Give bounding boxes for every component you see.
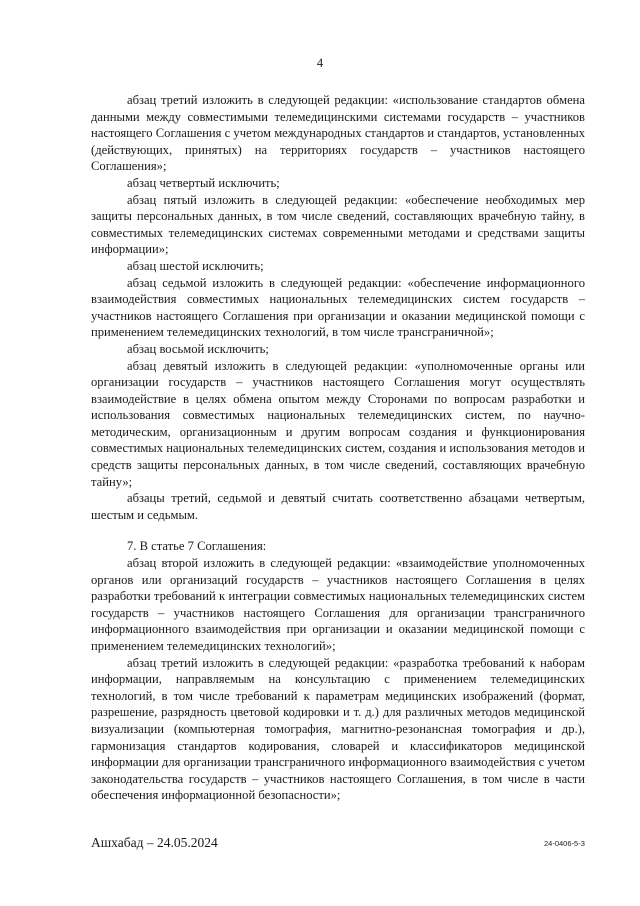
paragraph-renumber: абзацы третий, седьмой и девятый считать соответственно абзацами четвертым, шестым и седьмым. — [91, 491, 585, 522]
paragraph-abzac-7: абзац седьмой изложить в следующей редакции: «обеспечение информационного взаимодействия совместимых национальных телемедицинских систем государств – участников настоящего Соглашения при организации и оказании медицинской помощи с применением телемедицинских технологий, в том числе трансграничной»; — [91, 275, 585, 340]
paragraph-abzac-9: абзац девятый изложить в следующей редакции: «уполномоченные органы или организации государств – участников настоящего Соглашения могут осуществлять взаимодействие в целях обмена опытом между Сторонами по вопросам разработки и использования совместимых национальных телемедицинских систем, по научно-методическим, организационным и другим вопросам создания и функционирования совместимых национальных телемедицинских систем, создания и использования методов и средств защиты персональных данных, в том числе сведений, составляющих врачебную тайну»; — [91, 358, 585, 489]
page-number: 4 — [316, 56, 324, 70]
paragraph-abzac-4: абзац четвертый исключить; — [127, 175, 280, 190]
paragraph-abzac-3: абзац третий изложить в следующей редакции: «использование стандартов обмена данными между совместимыми телемедицинскими системами государств – участников настоящего Соглашения с учетом международных стандартов и стандартов, установленных (действующих, принятых) на территориях государств – участников настоящего Соглашения»; — [91, 93, 585, 174]
paragraph-article7-abzac-3: абзац третий изложить в следующей редакции: «разработка требований к наборам информации, направляемым на консультацию с применением телемедицинских технологий, в том числе требований к параметрам медицинских изображений (формат, разрешение, разрядность цветовой кодировки и т. д.) для различных методов медицинской визуализации (компьютерная томография, магнитно-резонансная томография и др.), гармонизация стандартов кодирования, словарей и классификаторов медицинской информации для организации трансграничного информационного взаимодействия с учетом законодательства государств – участников настоящего Соглашения, в том числе в части обеспечения информационной безопасности»; — [91, 655, 585, 803]
paragraph-abzac-8: абзац восьмой исключить; — [127, 341, 269, 356]
paragraph-abzac-5: абзац пятый изложить в следующей редакции: «обеспечение необходимых мер защиты персональных данных, в том числе сведений, составляющих врачебную тайну, в совместимых телемедицинских системах современными методами и средствами защиты информации»; — [91, 192, 585, 257]
document-body — [91, 92, 585, 804]
footer-place-date: Ашхабад – 24.05.2024 — [91, 835, 218, 850]
footer-doc-code: 24-0406-5-3 — [544, 839, 585, 848]
section-heading: 7. В статье 7 Соглашения: — [127, 539, 267, 554]
paragraph-abzac-6: абзац шестой исключить; — [127, 258, 264, 273]
paragraph-article7-abzac-2: абзац второй изложить в следующей редакции: «взаимодействие уполномоченных органов или организаций государств – участников настоящего Соглашения в целях разработки требований к интеграции совместимых национальных телемедицинских систем государств – участников настоящего Соглашения для организации трансграничного информационного взаимодействия при организации и оказании медицинской помощи с применением телемедицинских технологий»; — [91, 556, 585, 653]
section-spacer — [91, 523, 585, 538]
